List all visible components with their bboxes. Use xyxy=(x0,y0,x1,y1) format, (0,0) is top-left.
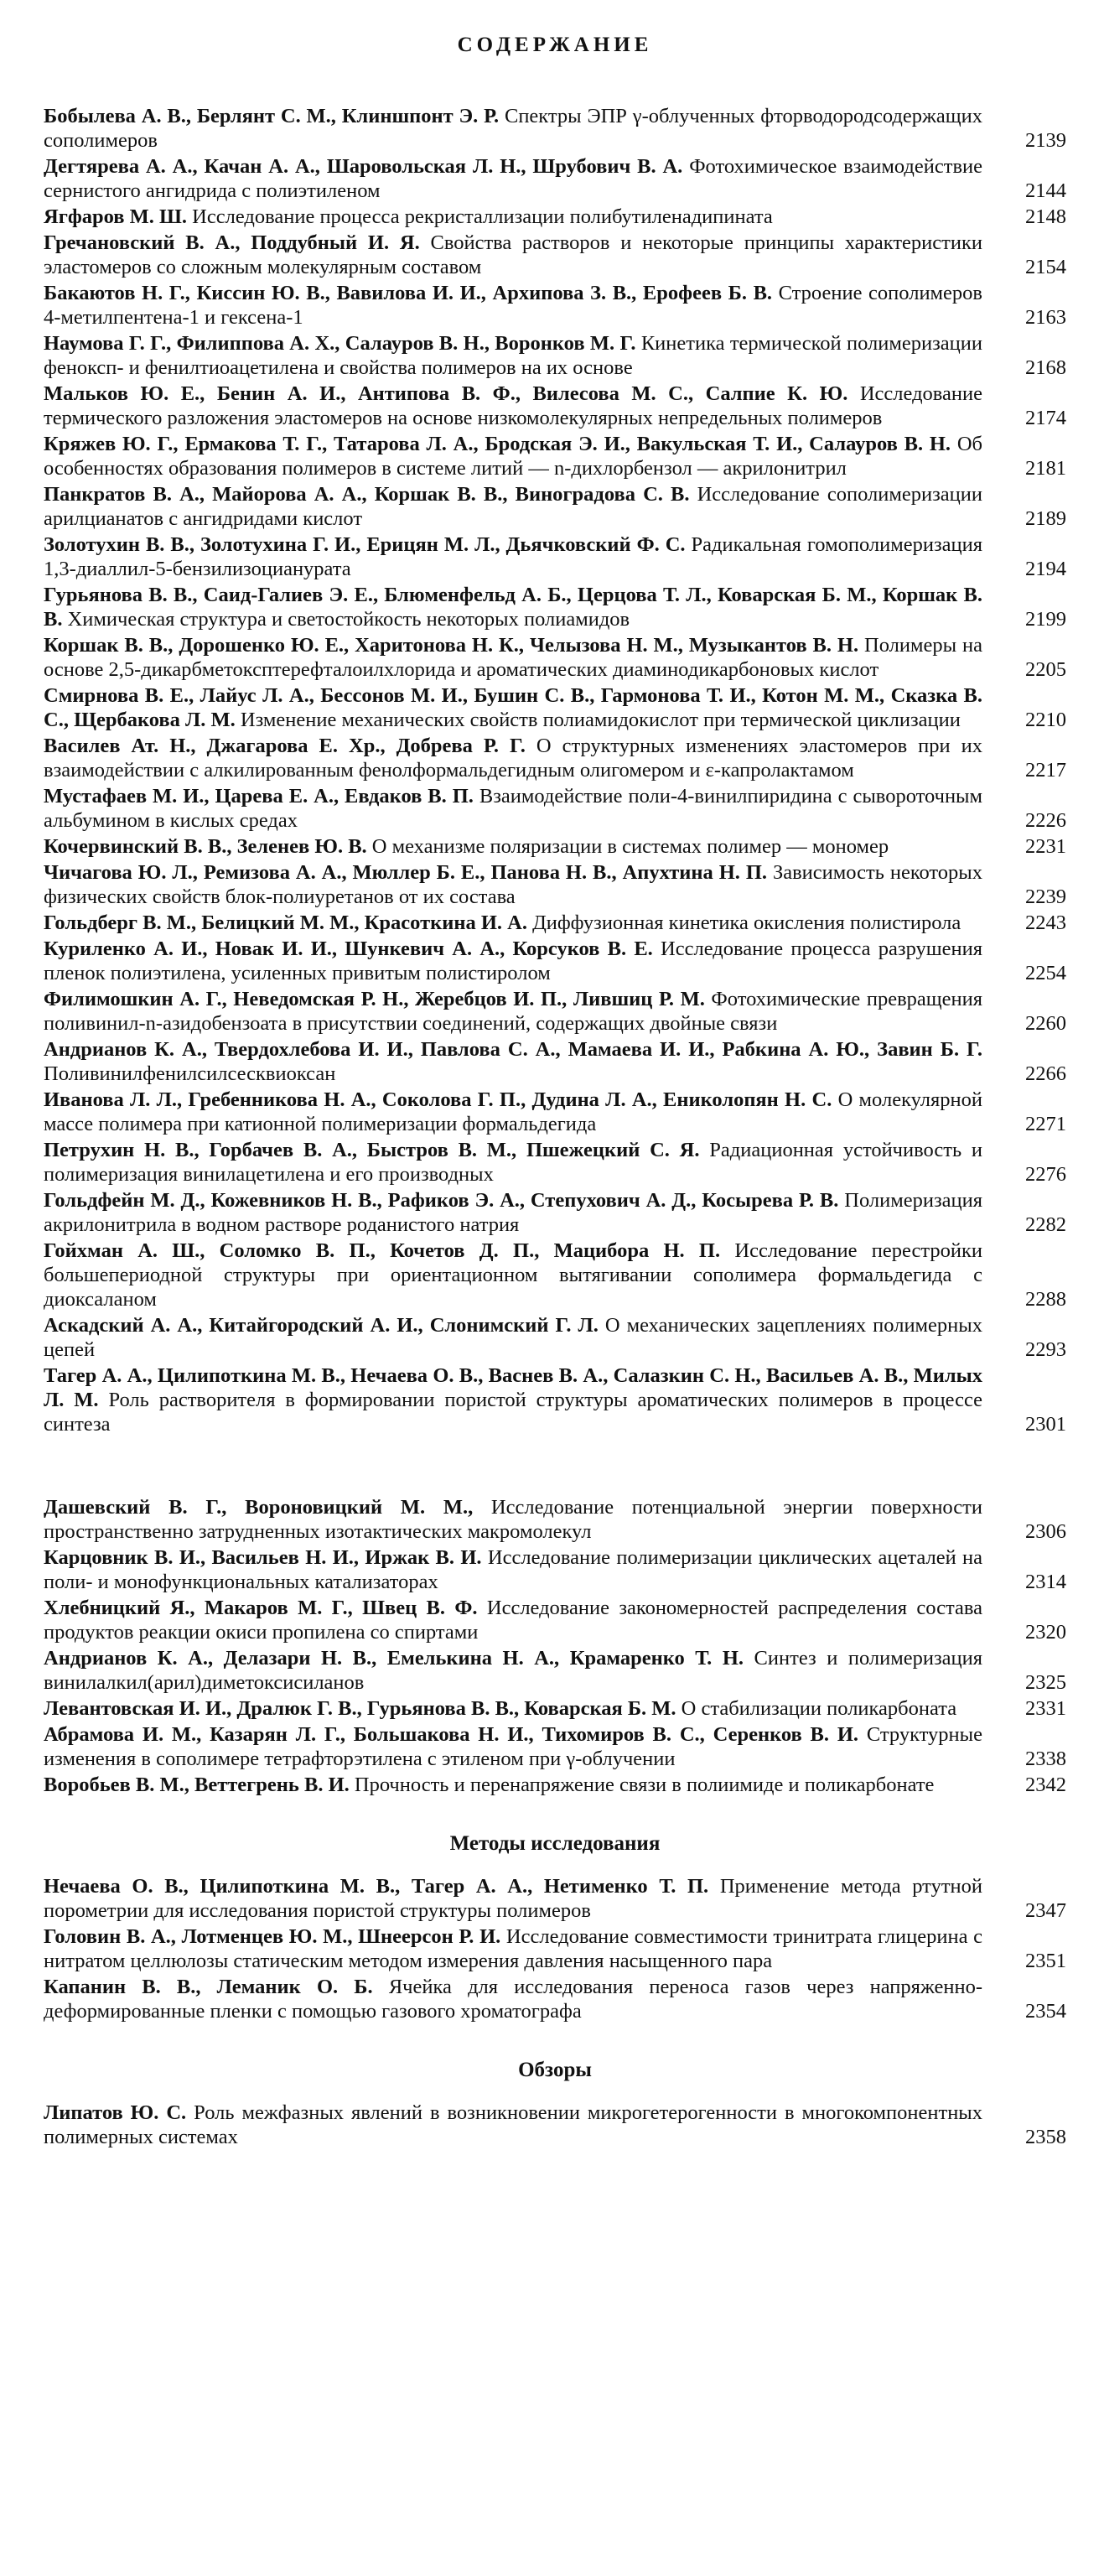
contents-entry xyxy=(44,104,1066,153)
entry-page-number: 2154 xyxy=(1025,256,1066,278)
contents-page xyxy=(44,34,1066,2151)
entry-authors: Хлебницкий Я., Макаров М. Г., Швец В. Ф. xyxy=(44,1597,478,1619)
contents-entry xyxy=(44,633,1066,682)
entry-title: Прочность и перенапряжение связи в полиимиде и поликарбонате xyxy=(354,1774,935,1796)
entry-page-number: 2194 xyxy=(1025,558,1066,580)
entry-page-number: 2306 xyxy=(1025,1520,1066,1543)
contents-entry xyxy=(44,1088,1066,1136)
contents-entry xyxy=(44,1363,1066,1436)
entry-authors: Абрамова И. М., Казарян Л. Г., Большакова Н. И., Тихомиров В. С., Серенков В. И. xyxy=(44,1723,859,1746)
entry-title: Применение метода ртутной порометрии для исследования пористой структуры полимеров xyxy=(44,1875,982,1922)
entry-title: Исследование потенциальной энергии поверхности пространственно затрудненных изотактических макромолекул xyxy=(44,1496,982,1543)
entry-authors: Нечаева О. В., Цилипоткина М. В., Тагер А. А., Нетименко Т. П. xyxy=(44,1875,709,1898)
entry-authors: Иванова Л. Л., Гребенникова Н. А., Соколова Г. П., Дудина Л. А., Ениколопян Н. С. xyxy=(44,1088,832,1111)
entry-authors: Тагер А. А., Цилипоткина М. В., Нечаева О. В., Васнев В. А., Салазкин С. Н., Васильев А. В., Милых Л. М. xyxy=(44,1364,982,1411)
contents-entry xyxy=(44,482,1066,531)
entry-authors: Кочервинский В. В., Зеленев Ю. В. xyxy=(44,835,367,858)
entry-title: Исследование закономерностей распределения состава продуктов реакции окиси пропилена со спиртами xyxy=(44,1597,983,1644)
entry-title: Роль растворителя в формировании пористой структуры ароматических полимеров в процессе синтеза xyxy=(44,1389,983,1436)
entry-page-number: 2226 xyxy=(1025,809,1066,832)
entry-title: Зависимость некоторых физических свойств блок-полиуретанов от их состава xyxy=(44,861,982,908)
entry-authors: Головин В. А., Лотменцев Ю. М., Шнеерсон Р. И. xyxy=(44,1925,501,1948)
entry-title: Структурные изменения в сополимере тетрафторэтилена с этиленом при γ-облучении xyxy=(44,1723,982,1770)
contents-entry xyxy=(44,860,1066,909)
entry-page-number: 2276 xyxy=(1025,1163,1066,1186)
entry-page-number: 2210 xyxy=(1025,709,1066,731)
contents-entry xyxy=(44,1773,1066,1797)
entry-title: Исследование сополимеризации арилцианатов с ангидридами кислот xyxy=(44,483,982,530)
entry-title: Синтез и полимеризация винилалкил(арил)диметоксисиланов xyxy=(44,1647,982,1694)
entry-page-number: 2342 xyxy=(1025,1774,1066,1796)
entry-title: Радикальная гомополимеризация 1,3-диаллил-5-бензилизоцианурата xyxy=(44,533,982,580)
contents-entry xyxy=(44,2101,1066,2149)
entry-authors: Воробьев В. М., Веттегрень В. И. xyxy=(44,1774,350,1796)
entry-authors: Кряжев Ю. Г., Ермакова Т. Г., Татарова Л. А., Бродская Э. И., Вакульская Т. И., Салауров В. Н. xyxy=(44,433,951,455)
contents-entry xyxy=(44,1874,1066,1923)
entry-authors: Андрианов К. А., Твердохлебова И. И., Павлова С. А., Мамаева И. И., Рабкина А. Ю., Завин Б. Г. xyxy=(44,1038,982,1061)
entry-page-number: 2325 xyxy=(1025,1671,1066,1694)
entry-title: Изменение механических свойств полиамидокислот при термической циклизации xyxy=(240,709,961,731)
entry-authors: Аскадский А. А., Китайгородский А. И., Слонимский Г. Л. xyxy=(44,1314,599,1337)
entry-title: Исследование процесса разрушения пленок полиэтилена, усиленных привитым полистиролом xyxy=(44,937,982,984)
contents-entry xyxy=(44,1138,1066,1187)
entry-title: Спектры ЭПР γ-облученных фторводородсодержащих сополимеров xyxy=(44,105,983,152)
entry-authors: Петрухин Н. В., Горбачев В. А., Быстров В. М., Пшежецкий С. Я. xyxy=(44,1139,700,1161)
entry-page-number: 2231 xyxy=(1025,835,1066,858)
contents-entry xyxy=(44,583,1066,631)
entry-title: Кинетика термической полимеризации феноксп- и фенилтиоацетилена и свойства полимеров на их основе xyxy=(44,332,982,379)
entry-page-number: 2260 xyxy=(1025,1012,1066,1035)
contents-entry xyxy=(44,1722,1066,1771)
entry-title: Ячейка для исследования переноса газов через напряженно-деформированные пленки с помощью газового хроматографа xyxy=(44,1976,982,2023)
entry-title: О механизме поляризации в системах полимер — мономер xyxy=(371,835,889,858)
contents-entry xyxy=(44,1596,1066,1644)
contents-entry xyxy=(44,281,1066,330)
contents-entry xyxy=(44,784,1066,833)
entry-page-number: 2205 xyxy=(1025,658,1066,681)
entry-title: Поливинилфенилсилсесквиоксан xyxy=(44,1062,336,1085)
entry-page-number: 2243 xyxy=(1025,911,1066,934)
entry-authors: Левантовская И. И., Дралюк Г. В., Гурьянова В. В., Коварская Б. М. xyxy=(44,1697,676,1720)
contents-list-brief xyxy=(44,1495,1066,1797)
contents-list-main xyxy=(44,104,1066,1436)
entry-title: Исследование термического разложения эластомеров на основе низкомолекулярных непредельных полимеров xyxy=(44,382,983,429)
entry-title: Полимеры на основе 2,5-дикарбметоксптерефталоилхлорида и ароматических диаминодикарбоновых кислот xyxy=(44,634,982,681)
entry-authors: Наумова Г. Г., Филиппова А. Х., Салауров В. Н., Воронков М. Г. xyxy=(44,332,636,355)
entry-page-number: 2354 xyxy=(1025,2000,1066,2023)
section-gap xyxy=(44,1438,1066,1495)
entry-authors: Золотухин В. В., Золотухина Г. И., Ерицян М. Л., Дьячковский Ф. С. xyxy=(44,533,686,556)
contents-entry xyxy=(44,834,1066,859)
entry-title: Взаимодействие поли-4-винилпиридина с сывороточным альбумином в кислых средах xyxy=(44,785,983,832)
entry-page-number: 2338 xyxy=(1025,1748,1066,1770)
entry-title: О механических зацеплениях полимерных цепей xyxy=(44,1314,983,1361)
entry-authors: Андрианов К. А., Делазари Н. В., Емелькина Н. А., Крамаренко Т. Н. xyxy=(44,1647,744,1670)
contents-entry xyxy=(44,1037,1066,1086)
entry-page-number: 2331 xyxy=(1025,1697,1066,1720)
entry-title: Полимеризация акрилонитрила в водном растворе роданистого натрия xyxy=(44,1189,983,1236)
contents-entry xyxy=(44,1188,1066,1237)
entry-page-number: 2217 xyxy=(1025,759,1066,782)
entry-page-number: 2301 xyxy=(1025,1413,1066,1436)
entry-title: Исследование полимеризации циклических ацеталей на поли- и монофункциональных катализаторах xyxy=(44,1546,983,1593)
contents-entry xyxy=(44,734,1066,782)
entry-page-number: 2254 xyxy=(1025,962,1066,984)
entry-authors: Гойхман А. Ш., Соломко В. П., Кочетов Д. П., Мацибора Н. П. xyxy=(44,1239,721,1262)
entry-authors: Дашевский В. Г., Вороновицкий М. М., xyxy=(44,1496,474,1519)
contents-entry xyxy=(44,1495,1066,1544)
entry-page-number: 2314 xyxy=(1025,1571,1066,1593)
entry-title: Диффузионная кинетика окисления полистирола xyxy=(532,911,961,934)
entry-title: О молекулярной массе полимера при катионной полимеризации формальдегида xyxy=(44,1088,983,1135)
entry-page-number: 2320 xyxy=(1025,1621,1066,1644)
entry-title: Фотохимические превращения поливинил-n-азидобензоата в присутствии соединений, содержащих двойные связи xyxy=(44,988,982,1035)
entry-page-number: 2266 xyxy=(1025,1062,1066,1085)
entry-authors: Коршак В. В., Дорошенко Ю. Е., Харитонова Н. К., Челызова Н. М., Музыкантов В. Н. xyxy=(44,634,859,657)
contents-entry xyxy=(44,154,1066,203)
section-heading-methods: Методы исследования xyxy=(449,1832,661,1855)
entry-page-number: 2174 xyxy=(1025,407,1066,429)
entry-title: Радиационная устойчивость и полимеризация винилацетилена и его производных xyxy=(44,1139,983,1186)
entry-title: О структурных изменениях эластомеров при их взаимодействии с алкилированным фенолформальдегидным олигомером и ε-капролактамом xyxy=(44,735,982,782)
entry-authors: Бакаютов Н. Г., Киссин Ю. В., Вавилова И. И., Архипова З. В., Ерофеев Б. В. xyxy=(44,282,773,304)
contents-entry xyxy=(44,1924,1066,1973)
entry-page-number: 2163 xyxy=(1025,306,1066,329)
contents-list-methods xyxy=(44,1874,1066,2023)
entry-title: Фотохимическое взаимодействие сернистого ангидрида с полиэтиленом xyxy=(44,155,982,202)
section-heading-reviews: Обзоры xyxy=(518,2059,592,2081)
entry-authors: Гольдфейн М. Д., Кожевников Н. В., Рафиков Э. А., Степухович А. Д., Косырева Р. В. xyxy=(44,1189,839,1212)
entry-page-number: 2239 xyxy=(1025,886,1066,908)
contents-entry xyxy=(44,1545,1066,1594)
contents-entry xyxy=(44,532,1066,581)
entry-page-number: 2358 xyxy=(1025,2126,1066,2148)
entry-title: Об особенностях образования полимеров в системе литий — n-дихлорбензол — акрилонитрил xyxy=(44,433,983,480)
entry-title: О стабилизации поликарбоната xyxy=(681,1697,957,1720)
entry-page-number: 2168 xyxy=(1025,356,1066,379)
entry-page-number: 2271 xyxy=(1025,1113,1066,1135)
contents-entry xyxy=(44,683,1066,732)
entry-authors: Карцовник В. И., Васильев Н. И., Иржак В. И. xyxy=(44,1546,482,1569)
entry-title: Строение сополимеров 4-метилпентена-1 и гексена-1 xyxy=(44,282,982,329)
contents-entry xyxy=(44,331,1066,380)
contents-entry xyxy=(44,382,1066,430)
entry-authors: Филимошкин А. Г., Неведомская Р. Н., Жеребцов И. П., Лившиц Р. М. xyxy=(44,988,705,1010)
entry-authors: Гречановский В. А., Поддубный И. Я. xyxy=(44,231,420,254)
contents-entry xyxy=(44,1239,1066,1311)
entry-page-number: 2199 xyxy=(1025,608,1066,631)
contents-entry xyxy=(44,432,1066,480)
contents-entry xyxy=(44,1646,1066,1695)
entry-page-number: 2148 xyxy=(1025,205,1066,228)
entry-title: Исследование процесса рекристаллизации полибутиленадипината xyxy=(192,205,773,228)
entry-authors: Мустафаев М. И., Царева Е. А., Евдаков В. П. xyxy=(44,785,474,808)
entry-title: Исследование совместимости тринитрата глицерина с нитратом целлюлозы статическим методом измерения давления насыщенного пара xyxy=(44,1925,982,1972)
entry-authors: Капанин В. В., Леманик О. Б. xyxy=(44,1976,373,1998)
entry-title: Свойства растворов и некоторые принципы характеристики эластомеров со сложным молекулярным составом xyxy=(44,231,982,278)
entry-page-number: 2351 xyxy=(1025,1950,1066,1972)
entry-page-number: 2139 xyxy=(1025,129,1066,152)
entry-title: Роль межфазных явлений в возникновении микрогетерогенности в многокомпонентных полимерных системах xyxy=(44,2101,983,2148)
entry-page-number: 2347 xyxy=(1025,1899,1066,1922)
entry-page-number: 2288 xyxy=(1025,1288,1066,1311)
entry-authors: Куриленко А. И., Новак И. И., Шункевич А. А., Корсуков В. Е. xyxy=(44,937,653,960)
contents-entry xyxy=(44,1975,1066,2023)
entry-authors: Чичагова Ю. Л., Ремизова А. А., Мюллер Б. Е., Панова Н. В., Апухтина Н. П. xyxy=(44,861,768,884)
contents-entry xyxy=(44,205,1066,229)
entry-page-number: 2293 xyxy=(1025,1338,1066,1361)
entry-page-number: 2144 xyxy=(1025,179,1066,202)
contents-entry xyxy=(44,1696,1066,1721)
contents-entry xyxy=(44,911,1066,935)
entry-authors: Ягфаров М. Ш. xyxy=(44,205,188,228)
entry-authors: Панкратов В. А., Майорова А. А., Коршак В. В., Виноградова С. В. xyxy=(44,483,690,506)
entry-title: Химическая структура и светостойкость некоторых полиамидов xyxy=(67,608,630,631)
entry-page-number: 2181 xyxy=(1025,457,1066,480)
page-title: СОДЕРЖАНИЕ xyxy=(457,34,653,56)
entry-authors: Липатов Ю. С. xyxy=(44,2101,187,2124)
contents-entry xyxy=(44,987,1066,1036)
entry-authors: Бобылева А. В., Берлянт С. М., Клиншпонт Э. Р. xyxy=(44,105,500,127)
entry-authors: Василев Ат. Н., Джагарова Е. Хр., Добрева Р. Г. xyxy=(44,735,526,757)
contents-entry xyxy=(44,231,1066,279)
entry-page-number: 2282 xyxy=(1025,1213,1066,1236)
entry-authors: Мальков Ю. Е., Бенин А. И., Антипова В. Ф., Вилесова М. С., Салпие К. Ю. xyxy=(44,382,848,405)
contents-entry xyxy=(44,937,1066,985)
entry-authors: Смирнова В. Е., Лайус Л. А., Бессонов М. И., Бушин С. В., Гармонова Т. И., Котон М. М., Сказка В. С., Щербакова Л. М. xyxy=(44,684,982,731)
entry-authors: Гольдберг В. М., Белицкий М. М., Красоткина И. А. xyxy=(44,911,527,934)
contents-list-reviews xyxy=(44,2101,1066,2149)
entry-authors: Дегтярева А. А., Качан А. А., Шаровольская Л. Н., Шрубович В. А. xyxy=(44,155,683,178)
entry-page-number: 2189 xyxy=(1025,507,1066,530)
contents-entry xyxy=(44,1313,1066,1362)
entry-title: Исследование перестройки большепериодной структуры при ориентационном вытягивании сополимера формальдегида с диоксаланом xyxy=(44,1239,983,1311)
entry-authors: Гурьянова В. В., Саид-Галиев Э. Е., Блюменфельд А. Б., Церцова Т. Л., Коварская Б. М., Коршак В. В. xyxy=(44,584,982,631)
